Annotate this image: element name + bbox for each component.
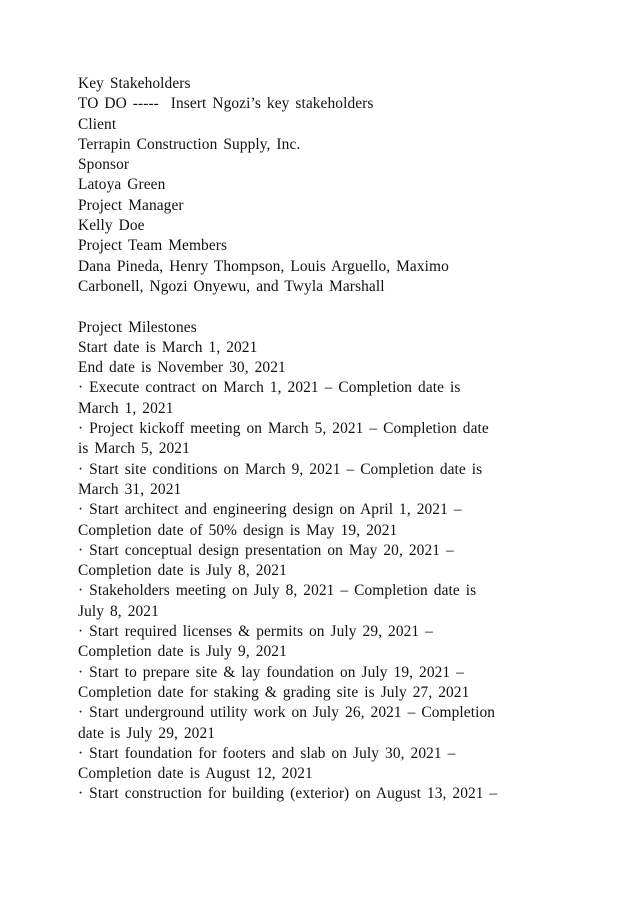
team-members-label: Project Team Members [78,237,228,255]
start-date: Start date is March 1, 2021 [78,338,258,356]
milestone-item: · Start conceptual design presentation on May 20, 2021 – [78,541,454,559]
team-members-value: Dana Pineda, Henry Thompson, Louis Arguello, Maximo [78,257,449,275]
team-members-value-continued: Carbonell, Ngozi Onyewu, and Twyla Marshall [78,277,385,295]
milestone-item-continued: Completion date of 50% design is May 19, 2021 [78,521,398,539]
client-value: Terrapin Construction Supply, Inc. [78,135,301,153]
milestone-item-continued: Completion date is July 9, 2021 [78,643,287,661]
milestone-item-continued: July 8, 2021 [78,602,159,620]
milestone-item: · Start architect and engineering design on April 1, 2021 – [78,501,462,519]
paragraph-gap [78,297,618,317]
todo-note: TO DO ----- Insert Ngozi’s key stakeholders [78,95,374,113]
milestone-item-last: · Start construction for building (exterior) on August 13, 2021 – [78,785,498,803]
milestone-item-continued: March 1, 2021 [78,399,174,417]
milestone-item: · Execute contract on March 1, 2021 – Completion date is [78,379,461,397]
milestone-item-continued: is March 5, 2021 [78,440,190,458]
milestone-item: · Start to prepare site & lay foundation on July 19, 2021 – [78,663,464,681]
milestone-item-continued: date is July 29, 2021 [78,724,216,742]
client-label: Client [78,115,117,133]
milestones-heading: Project Milestones [78,318,197,336]
stakeholders-heading: Key Stakeholders [78,75,191,92]
milestone-item-continued: Completion date for staking & grading site is July 27, 2021 [78,683,470,701]
milestone-item: · Start foundation for footers and slab on July 30, 2021 – [78,744,456,762]
end-date: End date is November 30, 2021 [78,359,286,377]
sponsor-value: Latoya Green [78,176,166,194]
project-manager-value: Kelly Doe [78,217,145,235]
milestone-item: · Project kickoff meeting on March 5, 2021 – Completion date [78,420,489,438]
milestone-item-continued: Completion date is July 8, 2021 [78,562,287,580]
document-page [78,74,618,805]
milestone-item: · Stakeholders meeting on July 8, 2021 – Completion date is [78,582,477,600]
sponsor-label: Sponsor [78,156,130,174]
milestone-item-continued: March 31, 2021 [78,480,182,498]
milestone-item: · Start site conditions on March 9, 2021 – Completion date is [78,460,483,478]
milestone-item: · Start underground utility work on July 26, 2021 – Completion [78,704,496,722]
project-manager-label: Project Manager [78,196,184,214]
milestone-item: · Start required licenses & permits on July 29, 2021 – [78,623,433,641]
milestone-item-continued: Completion date is August 12, 2021 [78,765,313,783]
